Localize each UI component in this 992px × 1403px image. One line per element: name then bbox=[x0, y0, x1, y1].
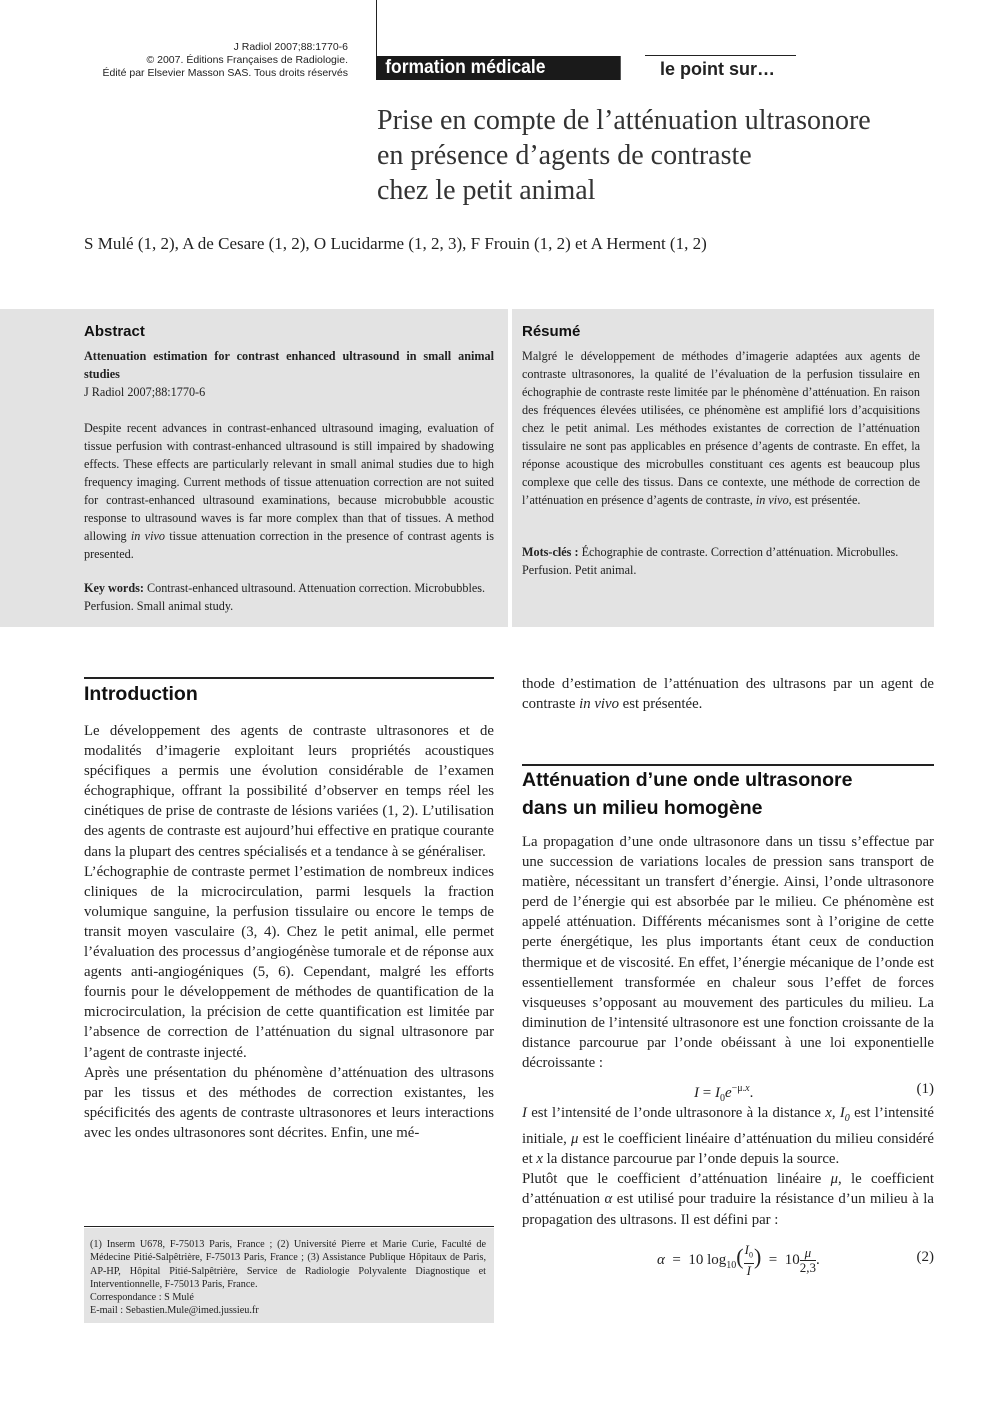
section2-paragraph: I est l’intensité de l’onde ultrasonore à la distance x, $I_0$ est l’intensité initiale, μ est le coefficient linéaire d’atténuation du milieu considéré et x la distance parcourue par l’onde depuis la source. bbox=[522, 1105, 934, 1168]
section2-paragraph: La propagation d’une onde ultrasonore dans un tissu s’effectue par une succession de variations locales de pression sans transport de matière, nécessitant un transfert d’énergie. Ainsi, l’onde ultrasonore perd de l’énergie qui est absorbée par le milieu. Ce phénomène est appelé atténuation. Différents mécanismes sont à l’origine de cette perte énergétique, les plus importants étant ceux de conduction thermique et de viscosité. En effet, l’énergie mécanique de l’onde est essentiellement transformée en chaleur sous l’effet de forces visqueuses s’opposant au mouvement des particules du milieu. La diminution de l’intensité ultrasonore est une fonction croissante de la distance parcourue par l’onde obéissant à une loi exponentielle décroissante : bbox=[522, 834, 934, 1072]
abstract-text-part: Despite recent advances in contrast-enhanced ultrasound imaging, evaluation of tissue perfusion with contrast-enhanced ultrasound is still impaired by shadowing effects. These effects are particularly relevant in small animal studies due to high frequency imaging. Current methods of tissue attenuation correction are not suited for contrast-enhanced ultrasound examinations, because microbubble acoustic response to ultrasound waves is far more complex than that of tissues. A method allowing bbox=[84, 421, 494, 543]
equation-number: (1) bbox=[916, 1081, 934, 1098]
section2-text-part: Plutôt que le coefficient d’atténuation linéaire bbox=[522, 1171, 831, 1188]
resume-text bbox=[522, 347, 920, 509]
resume-text-part: Malgré le développement de méthodes d’imagerie adaptées aux agents de contraste ultrasonores, la qualité de l’évaluation de la perfusion tissulaire en échographie de contraste reste limitée par le phénomène d’atténuation. En raison des fréquences élevées utilisées, ce phénomène est amplifié lors d’acquisitions chez le petit animal. Les méthodes existantes de correction de l’atténuation tissulaire ne sont pas applicables en présence d’agents de contraste. En effet, la réponse acoustique des microbulles constituant ces agents est beaucoup plus complexe que celle des tissus. Dans ce contexte, une méthode de correction de l’atténuation en présence d’agents de contraste, bbox=[522, 349, 920, 507]
abstract-citation: J Radiol 2007;88:1770-6 bbox=[84, 385, 206, 399]
abstract-keywords bbox=[84, 579, 494, 615]
author-list: S Mulé (1, 2), A de Cesare (1, 2), O Lucidarme (1, 2, 3), F Frouin (1, 2) et A Herment (1, 2) bbox=[84, 234, 707, 253]
abstract-text-italic: in vivo bbox=[130, 529, 165, 543]
keywords-text: Échographie de contraste. Correction d’atténuation. Microbulles. Perfusion. Petit animal. bbox=[522, 545, 899, 577]
intro-text-part: est présentée. bbox=[618, 696, 703, 713]
equation-1 bbox=[522, 1077, 934, 1105]
section2-text-part: est le coefficient linéaire d’atténuation du milieu considéré et bbox=[522, 1131, 934, 1168]
intro-paragraph bbox=[522, 674, 934, 714]
equation-1-rendered: $I = I_0e^{-\mu.x}$. bbox=[694, 1083, 754, 1105]
section2-heading-line: dans un milieu homogène bbox=[522, 797, 763, 819]
section2-text-part: est l’intensité de l’onde ultrasonore à la distance bbox=[526, 1105, 826, 1122]
intro-paragraph: L’échographie de contraste permet l’estimation de nombreux indices cliniques de la microcirculation, parmi lesquels la fraction volumique sanguine, la perfusion tissulaire ou encore le temps de transit moyen vasculaire (3, 4). Chez le petit animal, elle permet l’évaluation des processus d’angiogénèse tumorale et de réponse aux agents anti-angiogéniques (5, 6). Cependant, malgré les efforts fournis pour le développement de méthodes de quantification de la microcirculation, la précision de cette quantification est limitée par l’absence de correction de l’atténuation du signal ultrasonore par l’agent de contraste injecté. bbox=[84, 863, 494, 1061]
section-banner: formation médicale continue bbox=[376, 56, 621, 80]
abstract-text bbox=[84, 419, 494, 563]
section2-paragraph: Plutôt que le coefficient d’atténuation linéaire μ, le coefficient d’atténuation α est utilisé pour traduire la résistance d’un milieu à la propagation des ultrasons. Il est défini par : bbox=[522, 1171, 935, 1228]
footnote-correspondence: Correspondance : S Mulé bbox=[90, 1292, 194, 1304]
keywords-label: Key words: bbox=[84, 581, 144, 595]
article-title bbox=[377, 103, 937, 208]
abstract-fr bbox=[512, 309, 934, 627]
intro-continuation bbox=[522, 674, 934, 714]
keywords-text: Contrast-enhanced ultrasound. Attenuation correction. Microbubbles. Perfusion. Small animal study. bbox=[84, 581, 486, 613]
title-line: chez le petit animal bbox=[377, 175, 596, 206]
section-rule bbox=[84, 677, 494, 679]
intro-paragraph: Le développement des agents de contraste ultrasonores et de modalités d’imagerie exploitant leurs propriétés acoustiques spécifiques a permis une évolution considérable de l’examen échographique, offrant la possibilité d’observer en temps réel les cinétiques de prise de contraste de lésions variées (1, 2). L’utilisation des agents de contraste est aujourd’hui effective en pratique courante dans la plupart des centres spécialisés et a tendance à se généraliser. bbox=[84, 723, 494, 860]
section2-text-part: , le coefficient d’atténuation bbox=[522, 1171, 935, 1208]
intro-text-italic: in vivo bbox=[579, 696, 619, 713]
section2-text-part: est l’intensité initiale, bbox=[522, 1105, 934, 1148]
intro-text-part: thode d’estimation de l’atténuation des ultrasons par un agent de contraste bbox=[522, 676, 934, 713]
footnote-email[interactable]: E-mail : Sebastien.Mule@imed.jussieu.fr bbox=[90, 1305, 259, 1317]
title-line: en présence d’agents de contraste bbox=[377, 140, 752, 171]
journal-line: © 2007. Éditions Françaises de Radiologie. bbox=[146, 54, 348, 66]
equation-number: (2) bbox=[916, 1248, 934, 1265]
abstract-heading: Abstract bbox=[84, 323, 145, 340]
title-line: Prise en compte de l’atténuation ultrasonore bbox=[377, 105, 871, 136]
resume-text-italic: in vivo bbox=[755, 493, 789, 507]
journal-line: Édité par Elsevier Masson SAS. Tous droits réservés bbox=[102, 67, 348, 79]
section2-body bbox=[522, 832, 935, 1278]
journal-citation bbox=[0, 41, 348, 80]
section2-text-part: est utilisé pour traduire la résistance d’un milieu à la propagation des ultrasons. Il est défini par : bbox=[522, 1191, 934, 1228]
resume-keywords bbox=[522, 543, 920, 579]
banner-rule bbox=[645, 55, 796, 56]
footnote-affiliations: (1) Inserm U678, F-75013 Paris, France ; (2) Université Pierre et Marie Curie, Faculté de Médecine Pitié-Salpêtrière, F-75013 Paris, France ; (3) Assistance Publique Hôpitaux de Paris, AP-HP, Hôpital Pitié-Salpêtrière, Service de Radiologie Polyvalente Diagnostique et Interventionnelle, F-75013 Paris, France. bbox=[90, 1239, 486, 1290]
journal-line: J Radiol 2007;88:1770-6 bbox=[233, 41, 348, 53]
equation-2-rendered: α = 10 $\log_{10}$( $\frac{I_0}{I}) = 10$ $\frac{\mu}{2,3}$. bbox=[657, 1241, 820, 1278]
abstract-text-part: tissue attenuation correction in the presence of contrast agents is presented. bbox=[84, 529, 494, 561]
keywords-label: Mots-clés : bbox=[522, 545, 579, 559]
equation-2 bbox=[522, 1240, 934, 1278]
section2-heading bbox=[522, 766, 852, 822]
intro-heading: Introduction bbox=[84, 683, 198, 705]
abstract-en bbox=[0, 309, 508, 627]
resume-text-part: , est présentée. bbox=[788, 493, 861, 507]
abstract-article-title: Attenuation estimation for contrast enhanced ultrasound in small animal studies bbox=[84, 349, 494, 381]
section2-heading-line: Atténuation d’une onde ultrasonore bbox=[522, 769, 853, 791]
footnote-rule bbox=[84, 1226, 494, 1227]
section-tag: le point sur… bbox=[660, 59, 776, 79]
footnote-box bbox=[84, 1228, 494, 1323]
section2-text-part: la distance parcourue par l’onde depuis la source. bbox=[542, 1151, 840, 1168]
intro-body bbox=[84, 721, 494, 1143]
intro-paragraph: Après une présentation du phénomène d’atténuation des ultrasons par les tissus et des méthodes de correction existantes, les spécificités des agents de contraste ultrasonores et leurs interactions avec les ondes ultrasonores sont décrites. Enfin, une mé- bbox=[84, 1064, 494, 1141]
resume-heading: Résumé bbox=[522, 323, 581, 340]
